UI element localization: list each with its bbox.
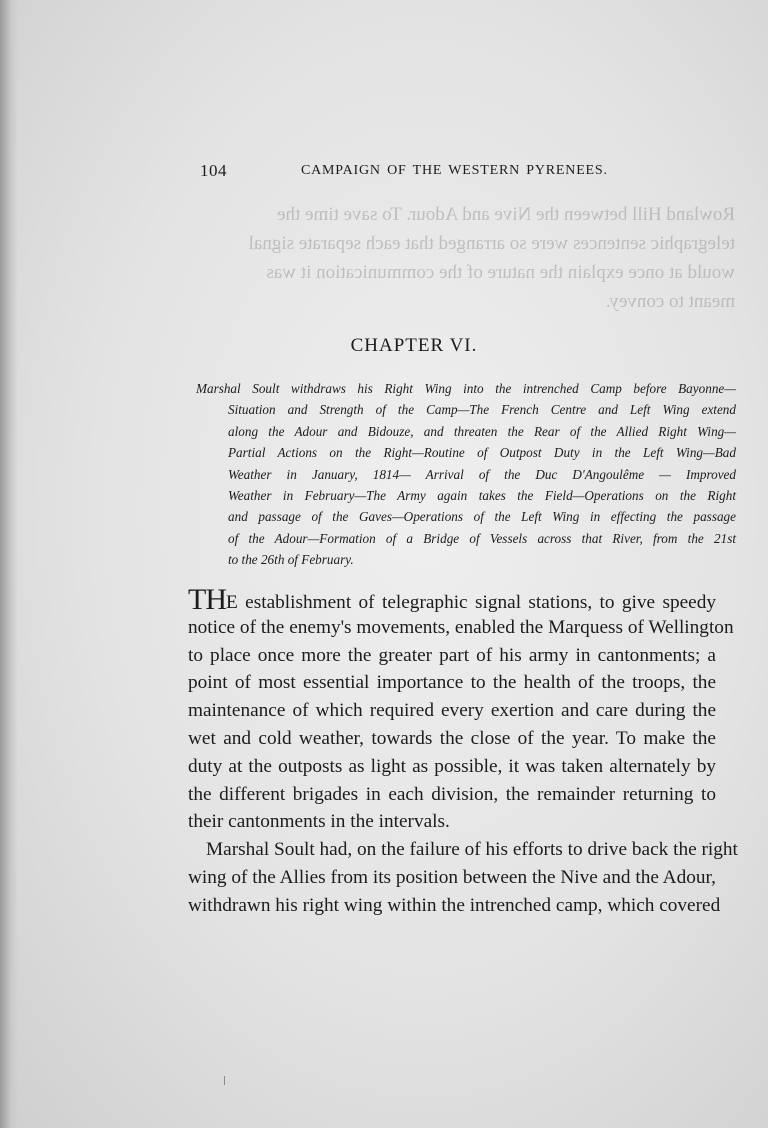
synopsis-line: Partial Actions on the Right—Routine of Outpost Duty in the Left Wing—Bad — [228, 445, 736, 461]
synopsis-line: Weather in January, 1814— Arrival of the Duc D'Angoulême — Improved — [228, 466, 736, 482]
synopsis-line: Marshal Soult withdraws his Right Wing into the intrenched Camp before Bayonne— — [196, 381, 736, 396]
paragraph-line: duty at the outposts as light as possible, it was taken alternately by — [188, 755, 716, 777]
synopsis-line: Situation and Strength of the Camp—The French Centre and Left Wing extend — [228, 402, 736, 418]
page-number: 104 — [200, 161, 227, 180]
first-line-rest: E establishment of telegraphic signal stations, to give speedy — [226, 592, 716, 613]
paragraph-line: to place once more the greater part of his army in cantonments; a — [188, 644, 716, 666]
body-text — [188, 583, 738, 920]
paragraph-line: Marshal Soult had, on the failure of his efforts to drive back the right — [206, 839, 738, 861]
running-head — [200, 161, 620, 185]
paragraph-line: wing of the Allies from its position between the Nive and the Adour, — [188, 866, 716, 888]
paragraph-line: withdrawn his right wing within the intrenched camp, which covered — [188, 894, 721, 916]
synopsis-line: along the Adour and Bidouze, and threaten the Rear of the Allied Right Wing— — [228, 423, 736, 439]
paragraph-line: the different brigades in each division, the remainder returning to — [188, 783, 716, 805]
paragraph-line: notice of the enemy's movements, enabled the Marquess of Wellington — [188, 616, 734, 638]
chapter-heading: CHAPTER VI. — [350, 335, 478, 356]
synopsis-line: and passage of the Gaves—Operations of the Left Wing in effecting the passage — [228, 509, 736, 525]
paragraph-line: point of most essential importance to the health of the troops, the — [188, 672, 716, 694]
chapter-synopsis — [196, 378, 736, 571]
paper-blemish — [224, 1076, 229, 1085]
paragraph-line: their cantonments in the intervals. — [188, 811, 450, 833]
bleed-line: meant to convey. — [605, 291, 735, 312]
paragraph-line: wet and cold weather, towards the close of the year. To make the — [188, 727, 716, 749]
page-gutter-shadow — [0, 0, 18, 1128]
bleed-line: telegraphic sentences were so arranged that each separate signal — [248, 233, 735, 254]
synopsis-line: Weather in February—The Army again takes the Field—Operations on the Right — [228, 487, 736, 503]
bleed-line: Rowland Hill between the Nive and Adour. To save time the — [277, 204, 735, 225]
drop-cap: TH — [188, 583, 226, 616]
paragraph-first-line — [188, 583, 716, 616]
paragraph-line: maintenance of which required every exertion and care during the — [188, 700, 716, 722]
running-title: CAMPAIGN OF THE WESTERN PYRENEES. — [301, 163, 608, 178]
bleed-line: would at once explain the nature of the communication it was — [266, 262, 735, 283]
synopsis-line: of the Adour—Formation of a Bridge of Vessels across that River, from the 21st — [228, 530, 736, 546]
synopsis-line: to the 26th of February. — [228, 552, 354, 568]
